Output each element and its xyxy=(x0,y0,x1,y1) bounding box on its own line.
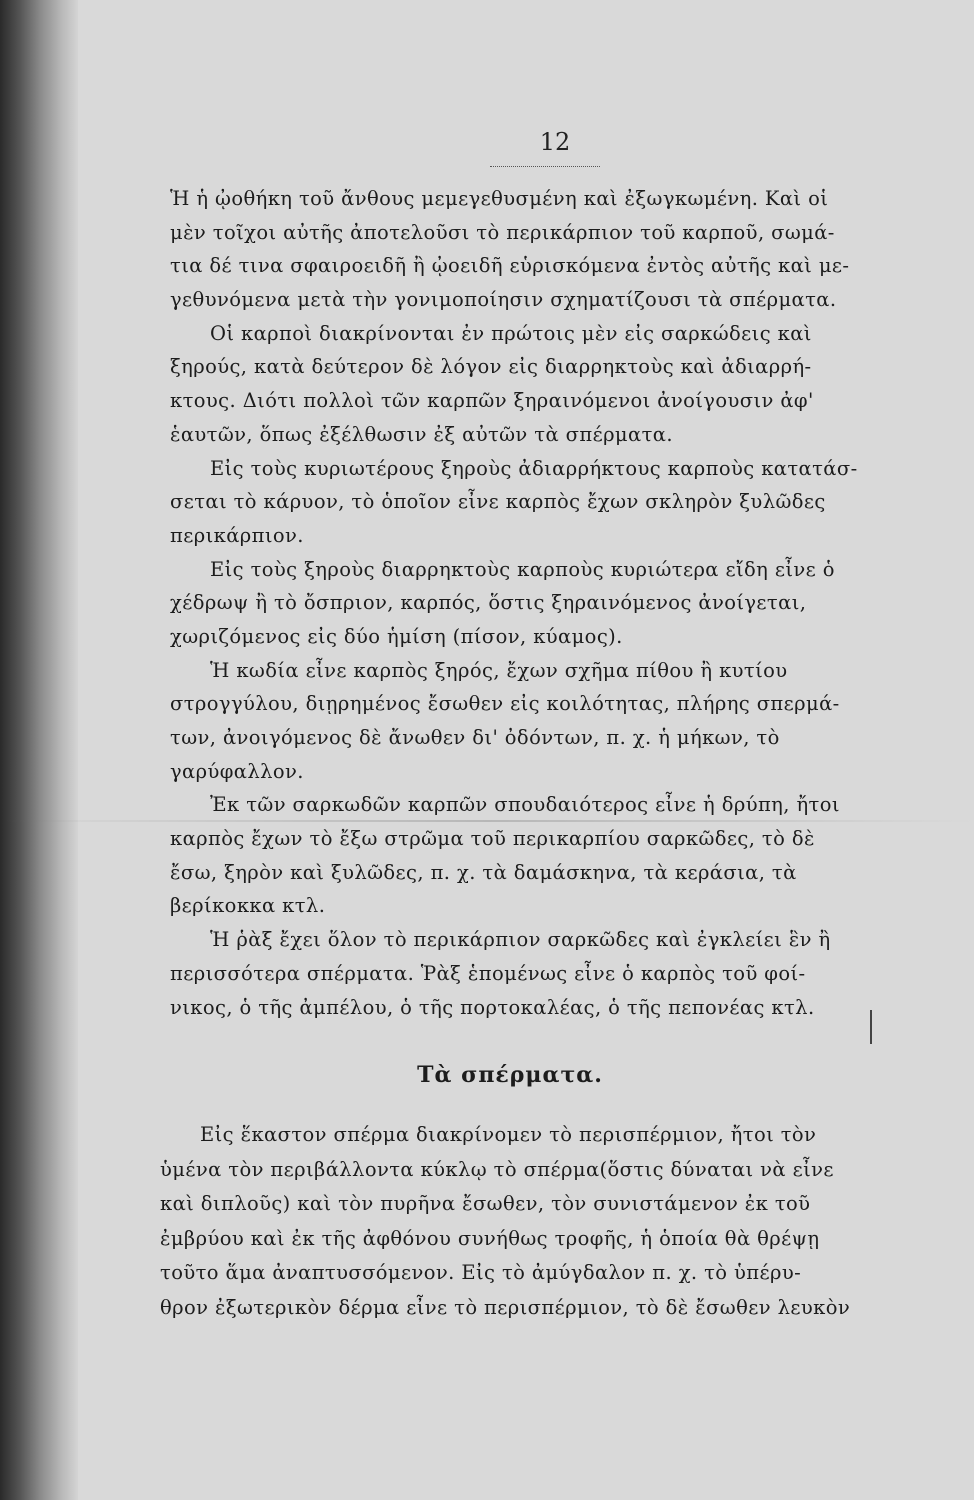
text-line: σεται τὸ κάρυον, τὸ ὁποῖον εἶνε καρπὸς ἔχων σκληρὸν ξυλῶδες xyxy=(170,490,826,514)
text-line: θρον ἐξωτερικὸν δέρμα εἶνε τὸ περισπέρμιον, τὸ δὲ ἔσωθεν λευκὸν xyxy=(160,1295,851,1319)
text-line: τια δέ τινα σφαιροειδῆ ἢ ᾠοειδῆ εὑρισκόμενα ἐντὸς αὐτῆς καὶ με- xyxy=(170,254,850,278)
text-line: ἑαυτῶν, ὅπως ἐξέλθωσιν ἐξ αὐτῶν τὰ σπέρματα. xyxy=(170,422,673,446)
text-line: Ἡ ἡ ᾠοθήκη τοῦ ἄνθους μεμεγεθυσμένη καὶ ἐξωγκωμένη. Καὶ οἱ xyxy=(170,187,829,210)
text-line: Οἱ καρποὶ διακρίνονται ἐν πρώτοις μὲν εἰς σαρκώδεις καὶ xyxy=(210,321,812,345)
text-line: κτους. Διότι πολλοὶ τῶν καρπῶν ξηραινόμενοι ἀνοίγουσιν ἀφ' xyxy=(170,389,814,413)
text-line: χωριζόμενος εἰς δύο ἡμίση (πίσον, κύαμος). xyxy=(170,624,623,648)
text-line: χέδρωψ ἢ τὸ ὄσπριον, καρπός, ὅστις ξηραινόμενος ἀνοίγεται, xyxy=(170,591,807,615)
text-line: νικος, ὁ τῆς ἀμπέλου, ὁ τῆς πορτοκαλέας, ὁ τῆς πεπονέας κτλ. xyxy=(170,995,815,1019)
text-line: μὲν τοῖχοι αὐτῆς ἀποτελοῦσι τὸ περικάρπιον τοῦ καρποῦ, σωμά- xyxy=(170,220,835,244)
text-line: περικάρπιον. xyxy=(170,523,304,547)
text-line: περισσότερα σπέρματα. Ῥὰξ ἑπομένως εἶνε ὁ καρπὸς τοῦ φοί- xyxy=(170,961,806,985)
text-line: καρπὸς ἔχων τὸ ἔξω στρῶμα τοῦ περικαρπίου σαρκῶδες, τὸ δὲ xyxy=(170,827,815,851)
text-line: Εἰς τοὺς ξηροὺς διαρρηκτοὺς καρποὺς κυριώτερα εἴδη εἶνε ὁ xyxy=(210,557,835,581)
text-line: γεθυνόμενα μετὰ τὴν γονιμοποίησιν σχηματίζουσι τὰ σπέρματα. xyxy=(170,288,837,312)
section-text-block xyxy=(160,1118,890,1325)
text-line: ὑμένα τὸν περιβάλλοντα κύκλῳ τὸ σπέρμα(ὅστις δύναται νὰ εἶνε xyxy=(160,1157,834,1181)
text-line: ἔσω, ξηρὸν καὶ ξυλῶδες, π. χ. τὰ δαμάσκηνα, τὰ κεράσια, τὰ xyxy=(170,860,797,884)
text-line: Ἡ ῥὰξ ἔχει ὅλον τὸ περικάρπιον σαρκῶδες καὶ ἐγκλείει ἓν ἢ xyxy=(210,928,831,952)
page-number-rule xyxy=(490,166,600,167)
text-line: Εἰς ἕκαστον σπέρμα διακρίνομεν τὸ περισπέρμιον, ἤτοι τὸν xyxy=(200,1123,817,1146)
text-line: των, ἀνοιγόμενος δὲ ἄνωθεν δι' ὀδόντων, π. χ. ἡ μήκων, τὸ xyxy=(170,726,780,749)
text-line: στρογγύλου, διῃρημένος ἔσωθεν εἰς κοιλότητας, πλήρης σπερμά- xyxy=(170,692,840,716)
text-line: Εἰς τοὺς κυριωτέρους ξηροὺς ἀδιαρρήκτους καρποὺς κατατάσ- xyxy=(210,456,858,480)
text-line: Ἐκ τῶν σαρκωδῶν καρπῶν σπουδαιότερος εἶνε ἡ δρύπη, ἤτοι xyxy=(210,793,840,817)
text-line: τοῦτο ἅμα ἀναπτυσσόμενον. Εἰς τὸ ἀμύγδαλον π. χ. τὸ ὑπέρυ- xyxy=(160,1261,802,1284)
text-line: βερίκοκκα κτλ. xyxy=(170,894,326,918)
text-line: Ἡ κωδία εἶνε καρπὸς ξηρός, ἔχων σχῆμα πίθου ἢ κυτίου xyxy=(210,658,788,682)
section-heading: Τὰ σπέρματα. xyxy=(417,1062,603,1088)
page-binding-edge xyxy=(0,0,78,1500)
text-line: καὶ διπλοῦς) καὶ τὸν πυρῆνα ἔσωθεν, τὸν συνιστάμενον ἐκ τοῦ xyxy=(160,1192,811,1215)
text-line: ἐμβρύου καὶ ἐκ τῆς ἀφθόνου συνήθως τροφῆς, ἡ ὁποία θὰ θρέψῃ xyxy=(160,1226,820,1250)
margin-pencil-mark xyxy=(870,1010,872,1044)
page-number: 12 xyxy=(539,128,571,156)
main-text-block xyxy=(170,182,905,1024)
text-line: ξηρούς, κατὰ δεύτερον δὲ λόγον εἰς διαρρηκτοὺς καὶ ἀδιαρρή- xyxy=(170,355,812,379)
text-line: γαρύφαλλον. xyxy=(170,759,304,783)
